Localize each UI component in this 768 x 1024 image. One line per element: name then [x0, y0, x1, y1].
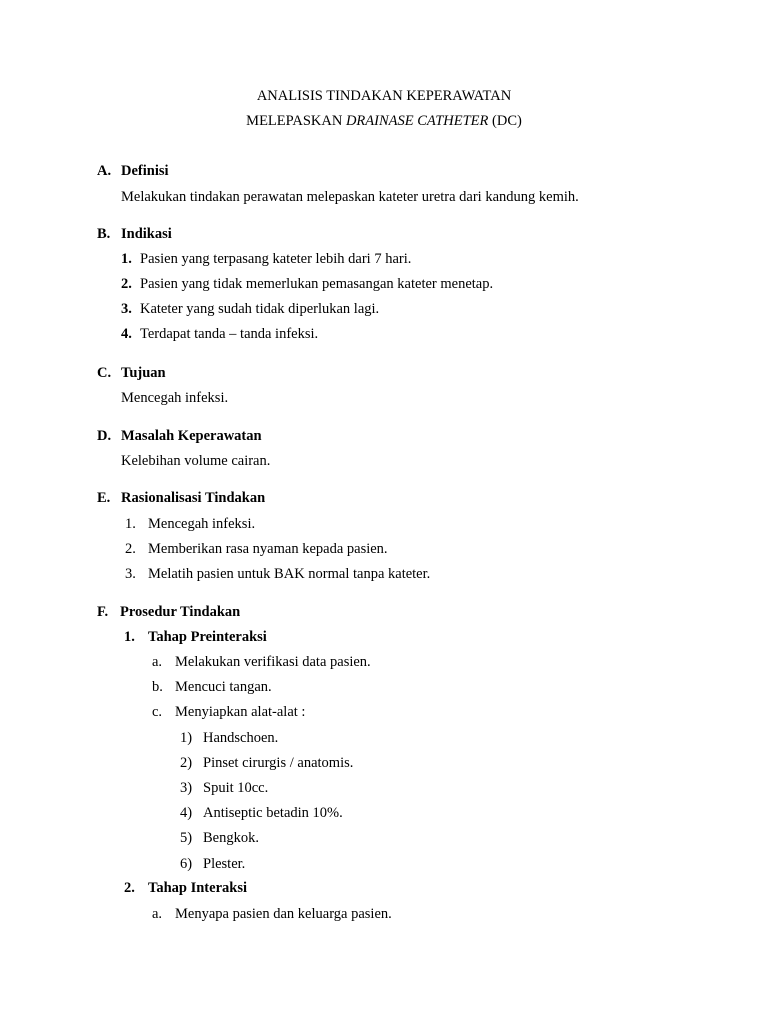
section-f-marker: F. [97, 604, 109, 620]
tool-item-3-num: 3) [180, 780, 193, 796]
rasionalisasi-item-3-text: Melatih pasien untuk BAK normal tanpa kateter. [148, 566, 431, 582]
rasionalisasi-item-2-num: 2. [125, 541, 136, 557]
preinteraksi-item-b-text: Mencuci tangan. [175, 679, 272, 695]
section-d-marker: D. [97, 428, 112, 444]
indikasi-item-3-num: 3. [121, 301, 132, 317]
tool-item-1-text: Handschoen. [203, 730, 279, 746]
tool-item-5-text: Bengkok. [203, 830, 259, 846]
stage-1-num: 1. [124, 629, 135, 645]
preinteraksi-item-c-text: Menyiapkan alat-alat : [175, 704, 306, 720]
stage-1-heading: Tahap Preinteraksi [148, 629, 267, 645]
indikasi-item-3-text: Kateter yang sudah tidak diperlukan lagi. [140, 301, 380, 317]
tool-item-4-num: 4) [180, 805, 193, 821]
tool-item-2-text: Pinset cirurgis / anatomis. [203, 755, 354, 771]
interaksi-item-a-text: Menyapa pasien dan keluarga pasien. [175, 906, 392, 922]
interaksi-item-a-letter: a. [152, 906, 163, 922]
section-f-heading: Prosedur Tindakan [120, 604, 241, 620]
rasionalisasi-item-3-num: 3. [125, 566, 136, 582]
section-d-text: Kelebihan volume cairan. [121, 453, 271, 469]
rasionalisasi-item-1-num: 1. [125, 516, 136, 532]
title-prefix: MELEPASKAN [246, 113, 346, 129]
section-e-heading: Rasionalisasi Tindakan [121, 490, 266, 506]
tool-item-1-num: 1) [180, 730, 193, 746]
preinteraksi-item-a-text: Melakukan verifikasi data pasien. [175, 654, 371, 670]
stage-2-heading: Tahap Interaksi [148, 880, 247, 896]
section-a-heading: Definisi [121, 163, 169, 179]
tool-item-4-text: Antiseptic betadin 10%. [203, 805, 343, 821]
tool-item-5-num: 5) [180, 830, 193, 846]
section-e-marker: E. [97, 490, 111, 506]
indikasi-item-1-num: 1. [121, 251, 132, 267]
section-b-heading: Indikasi [121, 226, 172, 242]
stage-2-num: 2. [124, 880, 135, 896]
section-a-text: Melakukan tindakan perawatan melepaskan kateter uretra dari kandung kemih. [121, 189, 579, 205]
section-c-marker: C. [97, 365, 112, 381]
tool-item-2-num: 2) [180, 755, 193, 771]
title-suffix: (DC) [488, 113, 522, 129]
indikasi-item-2-text: Pasien yang tidak memerlukan pemasangan kateter menetap. [140, 276, 494, 292]
document-title-line-2 [0, 112, 768, 130]
section-b-marker: B. [97, 226, 111, 242]
document-title-line-1: ANALISIS TINDAKAN KEPERAWATAN [256, 88, 512, 104]
rasionalisasi-item-1-text: Mencegah infeksi. [148, 516, 256, 532]
tool-item-3-text: Spuit 10cc. [203, 780, 269, 796]
section-c-heading: Tujuan [121, 365, 166, 381]
tool-item-6-text: Plester. [203, 856, 246, 872]
preinteraksi-item-b-letter: b. [152, 679, 163, 695]
indikasi-item-2-num: 2. [121, 276, 132, 292]
section-a-marker: A. [97, 163, 112, 179]
tool-item-6-num: 6) [180, 856, 193, 872]
section-c-text: Mencegah infeksi. [121, 390, 229, 406]
preinteraksi-item-a-letter: a. [152, 654, 163, 670]
indikasi-item-1-text: Pasien yang terpasang kateter lebih dari 7 hari. [140, 251, 412, 267]
section-d-heading: Masalah Keperawatan [121, 428, 262, 444]
rasionalisasi-item-2-text: Memberikan rasa nyaman kepada pasien. [148, 541, 388, 557]
title-italic: DRAINASE CATHETER [345, 113, 489, 129]
preinteraksi-item-c-letter: c. [152, 704, 163, 720]
indikasi-item-4-num: 4. [121, 326, 132, 342]
indikasi-item-4-text: Terdapat tanda – tanda infeksi. [140, 326, 319, 342]
